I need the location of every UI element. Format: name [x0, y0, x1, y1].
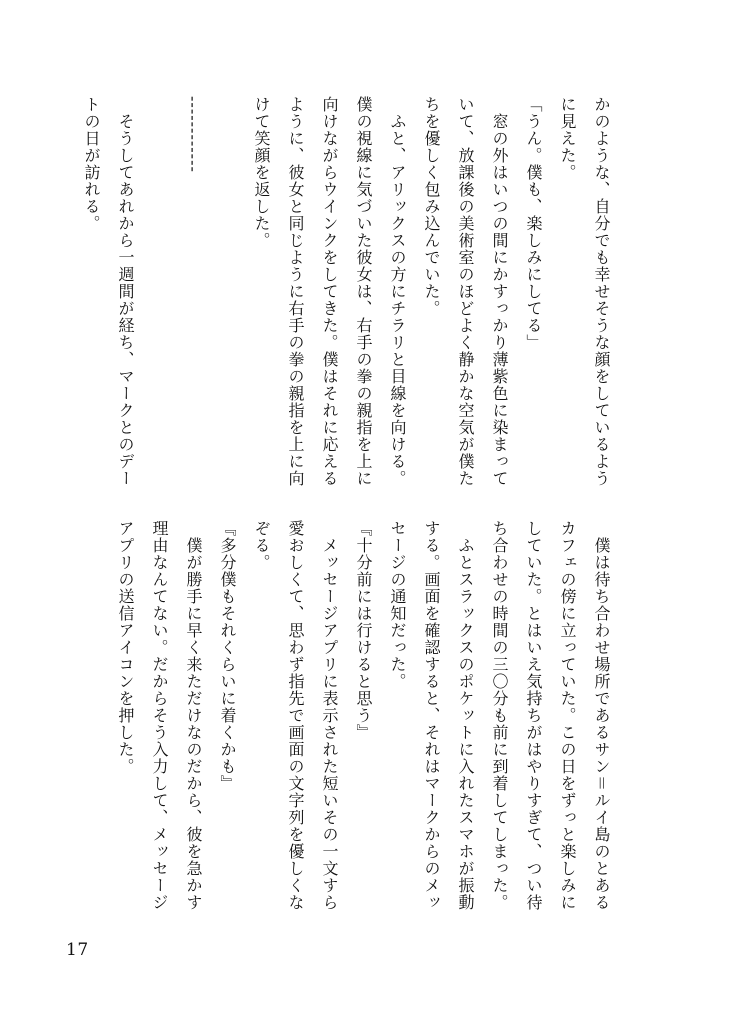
text-line: 窓の外はいつの間にかすっかり薄紫色に染まって [490, 96, 509, 487]
text-line: 僕が勝手に早く来ただけなのだから、彼を急かす [184, 520, 203, 911]
text-line: ように、彼女と同じように右手の拳の親指を上に向 [286, 96, 305, 487]
text-line: けて笑顔を返した。 [252, 96, 271, 249]
text-line: いて、放課後の美術室のほどよく静かな空気が僕た [456, 96, 475, 487]
text-line: ちを優しく包み込んでいた。 [422, 96, 441, 317]
scene-break: ------------ [184, 96, 203, 173]
text-line: そうしてあれから一週間が経ち、マークとのデー [116, 96, 135, 487]
text-line: 『十分前には行けると思う』 [354, 520, 373, 741]
text-line: ふと、アリックスの方にチラリと目線を向ける。 [388, 96, 407, 487]
text-line: ふとスラックスのポケットに入れたスマホが振動 [456, 520, 475, 911]
text-line: する。画面を確認すると、それはマークからのメッ [422, 520, 441, 911]
text-line: に見えた。 [558, 96, 577, 181]
blank-line [142, 96, 176, 476]
text-line: ぞる。 [252, 520, 271, 571]
text-line: ち合わせの時間の三〇分も前に到着してしまった。 [490, 520, 509, 911]
text-line: 向けながらウインクをしてきた。僕はそれに応える [320, 96, 339, 487]
blank-line [210, 96, 244, 476]
text-line: トの日が訪れる。 [82, 96, 101, 232]
text-line: 「うん。僕も、楽しみにしてる」 [524, 96, 543, 351]
text-line: 理由なんてない。だからそう入力して、メッセージ [150, 520, 169, 911]
text-line: 僕の視線に気づいた彼女は、右手の拳の親指を上に [354, 96, 373, 487]
text-line: メッセージアプリに表示された短いその一文すら [320, 520, 339, 911]
text-line: セージの通知だった。 [388, 520, 407, 690]
text-line: カフェの傍に立っていた。この日をずっと楽しみに [558, 520, 577, 911]
text-block-top [74, 96, 618, 487]
text-line: アプリの送信アイコンを押した。 [116, 520, 135, 775]
text-line: 愛おしくて、思わず指先で画面の文字列を優しくな [286, 520, 305, 911]
text-line: していた。とはいえ気持ちがはやりすぎて、つい待 [524, 520, 543, 911]
text-line: かのような、自分でも幸せそうな顔をしているよう [592, 96, 611, 487]
page-number: 17 [66, 940, 89, 960]
text-line: 僕は待ち合わせ場所であるサン＝ルイ島のとある [592, 520, 611, 912]
text-block-bottom [108, 520, 618, 940]
text-line: 『多分僕もそれくらいに着くかも』 [218, 520, 237, 792]
